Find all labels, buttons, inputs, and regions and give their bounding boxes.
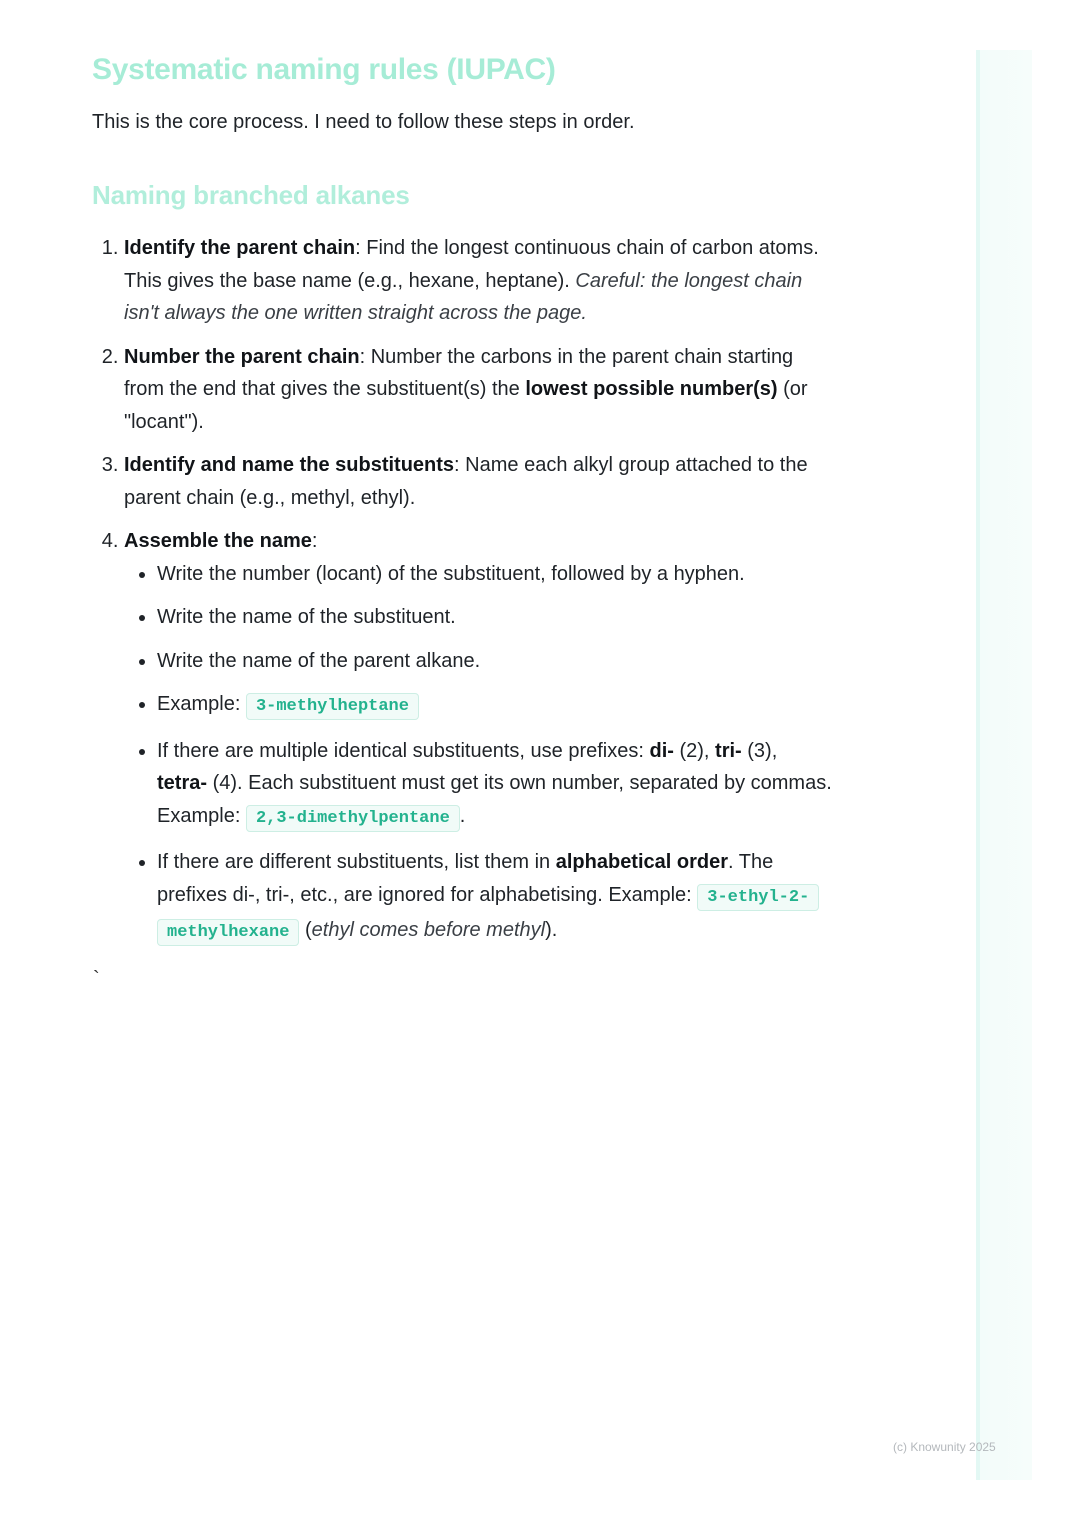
steps-list bbox=[92, 232, 832, 950]
step-2-text: : Number the carbons in the parent chain starting from the end that gives the substituent(s) the bbox=[124, 345, 794, 400]
bullet-example bbox=[157, 688, 832, 724]
alpha-text-3: ( bbox=[299, 919, 312, 941]
prefix-tri: tri- bbox=[715, 739, 742, 762]
alpha-text-1: If there are different substituents, list them in bbox=[157, 851, 556, 873]
copyright-footer: (c) Knowunity 2025 bbox=[893, 1440, 996, 1454]
intro-paragraph: This is the core process. I need to follow these steps in order. bbox=[92, 111, 635, 133]
example-code-methylheptane: 3-methylheptane bbox=[246, 693, 419, 720]
section-heading: Naming branched alkanes bbox=[92, 180, 410, 210]
bullet-locant: • Write the number (locant) of the substituent, followed by a hyphen. bbox=[157, 558, 832, 591]
step-3-text: : Name each alkyl group attached to the parent chain (e.g., methyl, ethyl). bbox=[124, 454, 808, 509]
bullet-prefixes bbox=[157, 735, 832, 836]
alpha-text-2: . The prefixes di-, tri-, etc., are ignored for alphabetising. Example: bbox=[157, 851, 774, 906]
step-2-text-end: (or "locant"). bbox=[124, 378, 808, 433]
example-code-dimethylpentane: 2,3-dimethylpentane bbox=[246, 805, 460, 832]
step-2-emphasis: lowest possible number(s) bbox=[525, 378, 778, 400]
example-label: Example: bbox=[157, 693, 246, 715]
prefixes-text-5: . bbox=[459, 804, 466, 827]
alpha-note: ethyl comes before methyl bbox=[311, 919, 546, 941]
assemble-name-bullets bbox=[124, 558, 832, 950]
step-4 bbox=[124, 525, 832, 950]
prefixes-text-1: If there are multiple identical substituents, use prefixes: bbox=[157, 739, 650, 762]
step-2 bbox=[124, 341, 832, 439]
step-3-heading: Identify and name the substituents bbox=[124, 454, 455, 476]
side-decoration-band bbox=[976, 50, 1032, 1480]
step-1 bbox=[124, 232, 832, 330]
bullet-substituent-name: • Write the name of the substituent. bbox=[157, 601, 832, 634]
step-4-text: : bbox=[311, 530, 318, 552]
prefixes-text-3: (3), bbox=[741, 739, 778, 762]
prefixes-text-4: (4). Each substituent must get its own number, separated by commas. Example: bbox=[157, 772, 832, 827]
step-2-heading: Number the parent chain bbox=[124, 345, 360, 368]
page-title: Systematic naming rules (IUPAC) bbox=[92, 53, 556, 86]
document-content bbox=[92, 48, 832, 961]
stray-backtick: ` bbox=[93, 968, 100, 990]
prefix-tetra: tetra- bbox=[157, 772, 208, 794]
alpha-emphasis: alphabetical order bbox=[555, 851, 729, 873]
prefix-di: di- bbox=[649, 739, 674, 762]
bullet-parent-name: • Write the name of the parent alkane. bbox=[157, 645, 832, 678]
bullet-alphabetical bbox=[157, 846, 832, 950]
step-1-text: : Find the longest continuous chain of carbon atoms. This gives the base name (e.g., hexane, heptane). bbox=[124, 237, 819, 292]
step-4-heading: Assemble the name bbox=[124, 530, 312, 552]
step-1-heading: Identify the parent chain bbox=[124, 237, 356, 259]
step-1-note: Careful: the longest chain isn't always the one written straight across the page. bbox=[124, 269, 803, 324]
example-code-ethylmethylhexane: 3-ethyl-2-methylhexane bbox=[157, 884, 819, 947]
prefixes-text-2: (2), bbox=[673, 739, 716, 762]
step-3 bbox=[124, 449, 832, 514]
alpha-text-4: ). bbox=[545, 919, 558, 941]
